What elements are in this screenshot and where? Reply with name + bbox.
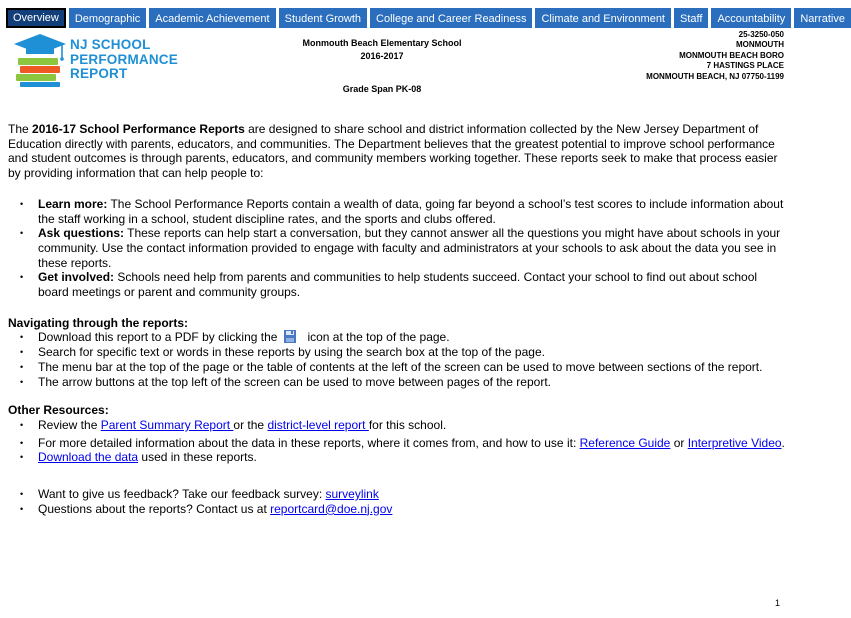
download-suffix: used in these reports. — [138, 450, 257, 465]
bullet-text: Schools need help from parents and communities to help students succeed. Contact your school to find out about school board meetings or parent and community groups. — [38, 270, 758, 300]
list-item — [8, 270, 788, 299]
logo-line-3: REPORT — [70, 66, 128, 81]
list-item: • The arrow buttons at the top left of the screen can be used to move between pages of the report. — [8, 375, 788, 390]
intro-paragraph — [8, 122, 788, 181]
purpose-list — [8, 197, 788, 300]
detail-prefix: For more detailed information about the data in these reports, where it comes from, and how to use it: — [38, 435, 580, 450]
county-name: MONMOUTH — [736, 40, 784, 50]
navigating-list — [8, 330, 788, 389]
survey-link[interactable]: surveylink — [325, 487, 379, 502]
bullet-bold: Learn more: — [38, 196, 108, 211]
review-suffix: for this school. — [368, 417, 447, 432]
resources-list — [8, 418, 788, 465]
nj-school-performance-report-logo — [12, 32, 192, 88]
school-year: 2016-2017 — [360, 51, 404, 61]
list-item — [8, 197, 788, 226]
reference-guide-link[interactable]: Reference Guide — [579, 435, 671, 450]
district-name: MONMOUTH BEACH BORO — [679, 50, 784, 60]
list-item — [8, 450, 788, 465]
parent-summary-report-link[interactable]: Parent Summary Report — [100, 417, 234, 432]
bullet-bold: Ask questions: — [38, 226, 125, 241]
navigating-heading: Navigating through the reports: — [8, 315, 188, 330]
tab-climate-environment[interactable]: Climate and Environment — [535, 8, 671, 28]
feedback-list — [8, 487, 788, 516]
logo-line-1: NJ SCHOOL — [70, 37, 151, 52]
intro-prefix: The — [8, 122, 33, 136]
page-number: 1 — [774, 598, 780, 608]
interpretive-video-link[interactable]: Interpretive Video — [687, 435, 782, 450]
district-level-report-link[interactable]: district-level report — [267, 417, 369, 432]
bullet-text: The School Performance Reports contain a wealth of data, going far beyond a school’s test scores to include information about the staff working in a school, student discipline rates, and the sports and clubs offered. — [38, 196, 784, 226]
tab-staff[interactable]: Staff — [674, 8, 708, 28]
list-item: • Search for specific text or words in these reports by using the search box at the top of the page. — [8, 345, 788, 360]
list-item: • The menu bar at the top of the page or the table of contents at the left of the screen can be used to move between sections of the report. — [8, 360, 788, 375]
list-item — [8, 436, 788, 451]
list-item — [8, 226, 788, 270]
report-nav-bar — [6, 8, 851, 28]
pdf-text-after: icon at the top of the page. — [307, 330, 450, 345]
tab-accountability[interactable]: Accountability — [711, 8, 791, 28]
tab-academic-achievement[interactable]: Academic Achievement — [149, 8, 275, 28]
review-prefix: Review the — [38, 417, 101, 432]
bullet-text: These reports can help start a conversation, but they cannot answer all the questions you might have about schools in your community. Use the contact information provided to engage with faculty and administrators at your schools to ask about the data you see in these reports. — [38, 226, 781, 270]
school-name: Monmouth Beach Elementary School — [302, 38, 462, 48]
intro-text: are designed to share school and district information collected by the New Jersey Department of Education directly with parents, educators, and communities. The Department believes that the greatest potential to improve school performance and student outcomes is through parents, educators, and community members working together. These reports seek to make that process easier by providing information that can help people to: — [8, 122, 778, 181]
school-address — [646, 30, 784, 82]
tab-college-career-readiness[interactable]: College and Career Readiness — [370, 8, 532, 28]
list-item — [8, 502, 788, 517]
list-item — [8, 487, 788, 502]
city-state-zip: MONMOUTH BEACH, NJ 07750-1199 — [646, 71, 784, 81]
overview-content — [8, 122, 788, 516]
or-text: or the — [233, 417, 268, 432]
list-item — [8, 418, 788, 433]
grade-span: Grade Span PK-08 — [342, 84, 422, 94]
pdf-download-icon[interactable] — [283, 330, 297, 343]
tab-student-growth[interactable]: Student Growth — [279, 8, 367, 28]
school-header — [282, 38, 482, 97]
list-item — [8, 330, 788, 345]
pdf-text-before: Download this report to a PDF by clicking the — [38, 330, 278, 345]
download-data-link[interactable]: Download the data — [38, 450, 139, 465]
contact-email-link[interactable]: reportcard@doe.nj.gov — [270, 501, 393, 516]
street-address: 7 HASTINGS PLACE — [706, 61, 784, 71]
or-text: or — [670, 435, 688, 450]
school-code: 25-3250-050 — [738, 30, 784, 39]
graduation-cap-books-icon — [12, 32, 68, 88]
tab-overview[interactable]: Overview — [6, 8, 66, 28]
tab-narrative[interactable]: Narrative — [794, 8, 851, 28]
resources-heading: Other Resources: — [8, 403, 109, 418]
intro-bold: 2016-17 School Performance Reports — [32, 122, 245, 136]
feedback-text: Want to give us feedback? Take our feedback survey: — [38, 487, 326, 502]
logo-line-2: PERFORMANCE — [70, 51, 178, 67]
period-text: . — [781, 435, 785, 450]
contact-text: Questions about the reports? Contact us at — [38, 501, 271, 516]
logo-text — [70, 38, 178, 82]
tab-demographic[interactable]: Demographic — [69, 8, 146, 28]
spacer — [8, 465, 788, 487]
bullet-bold: Get involved: — [38, 270, 115, 285]
